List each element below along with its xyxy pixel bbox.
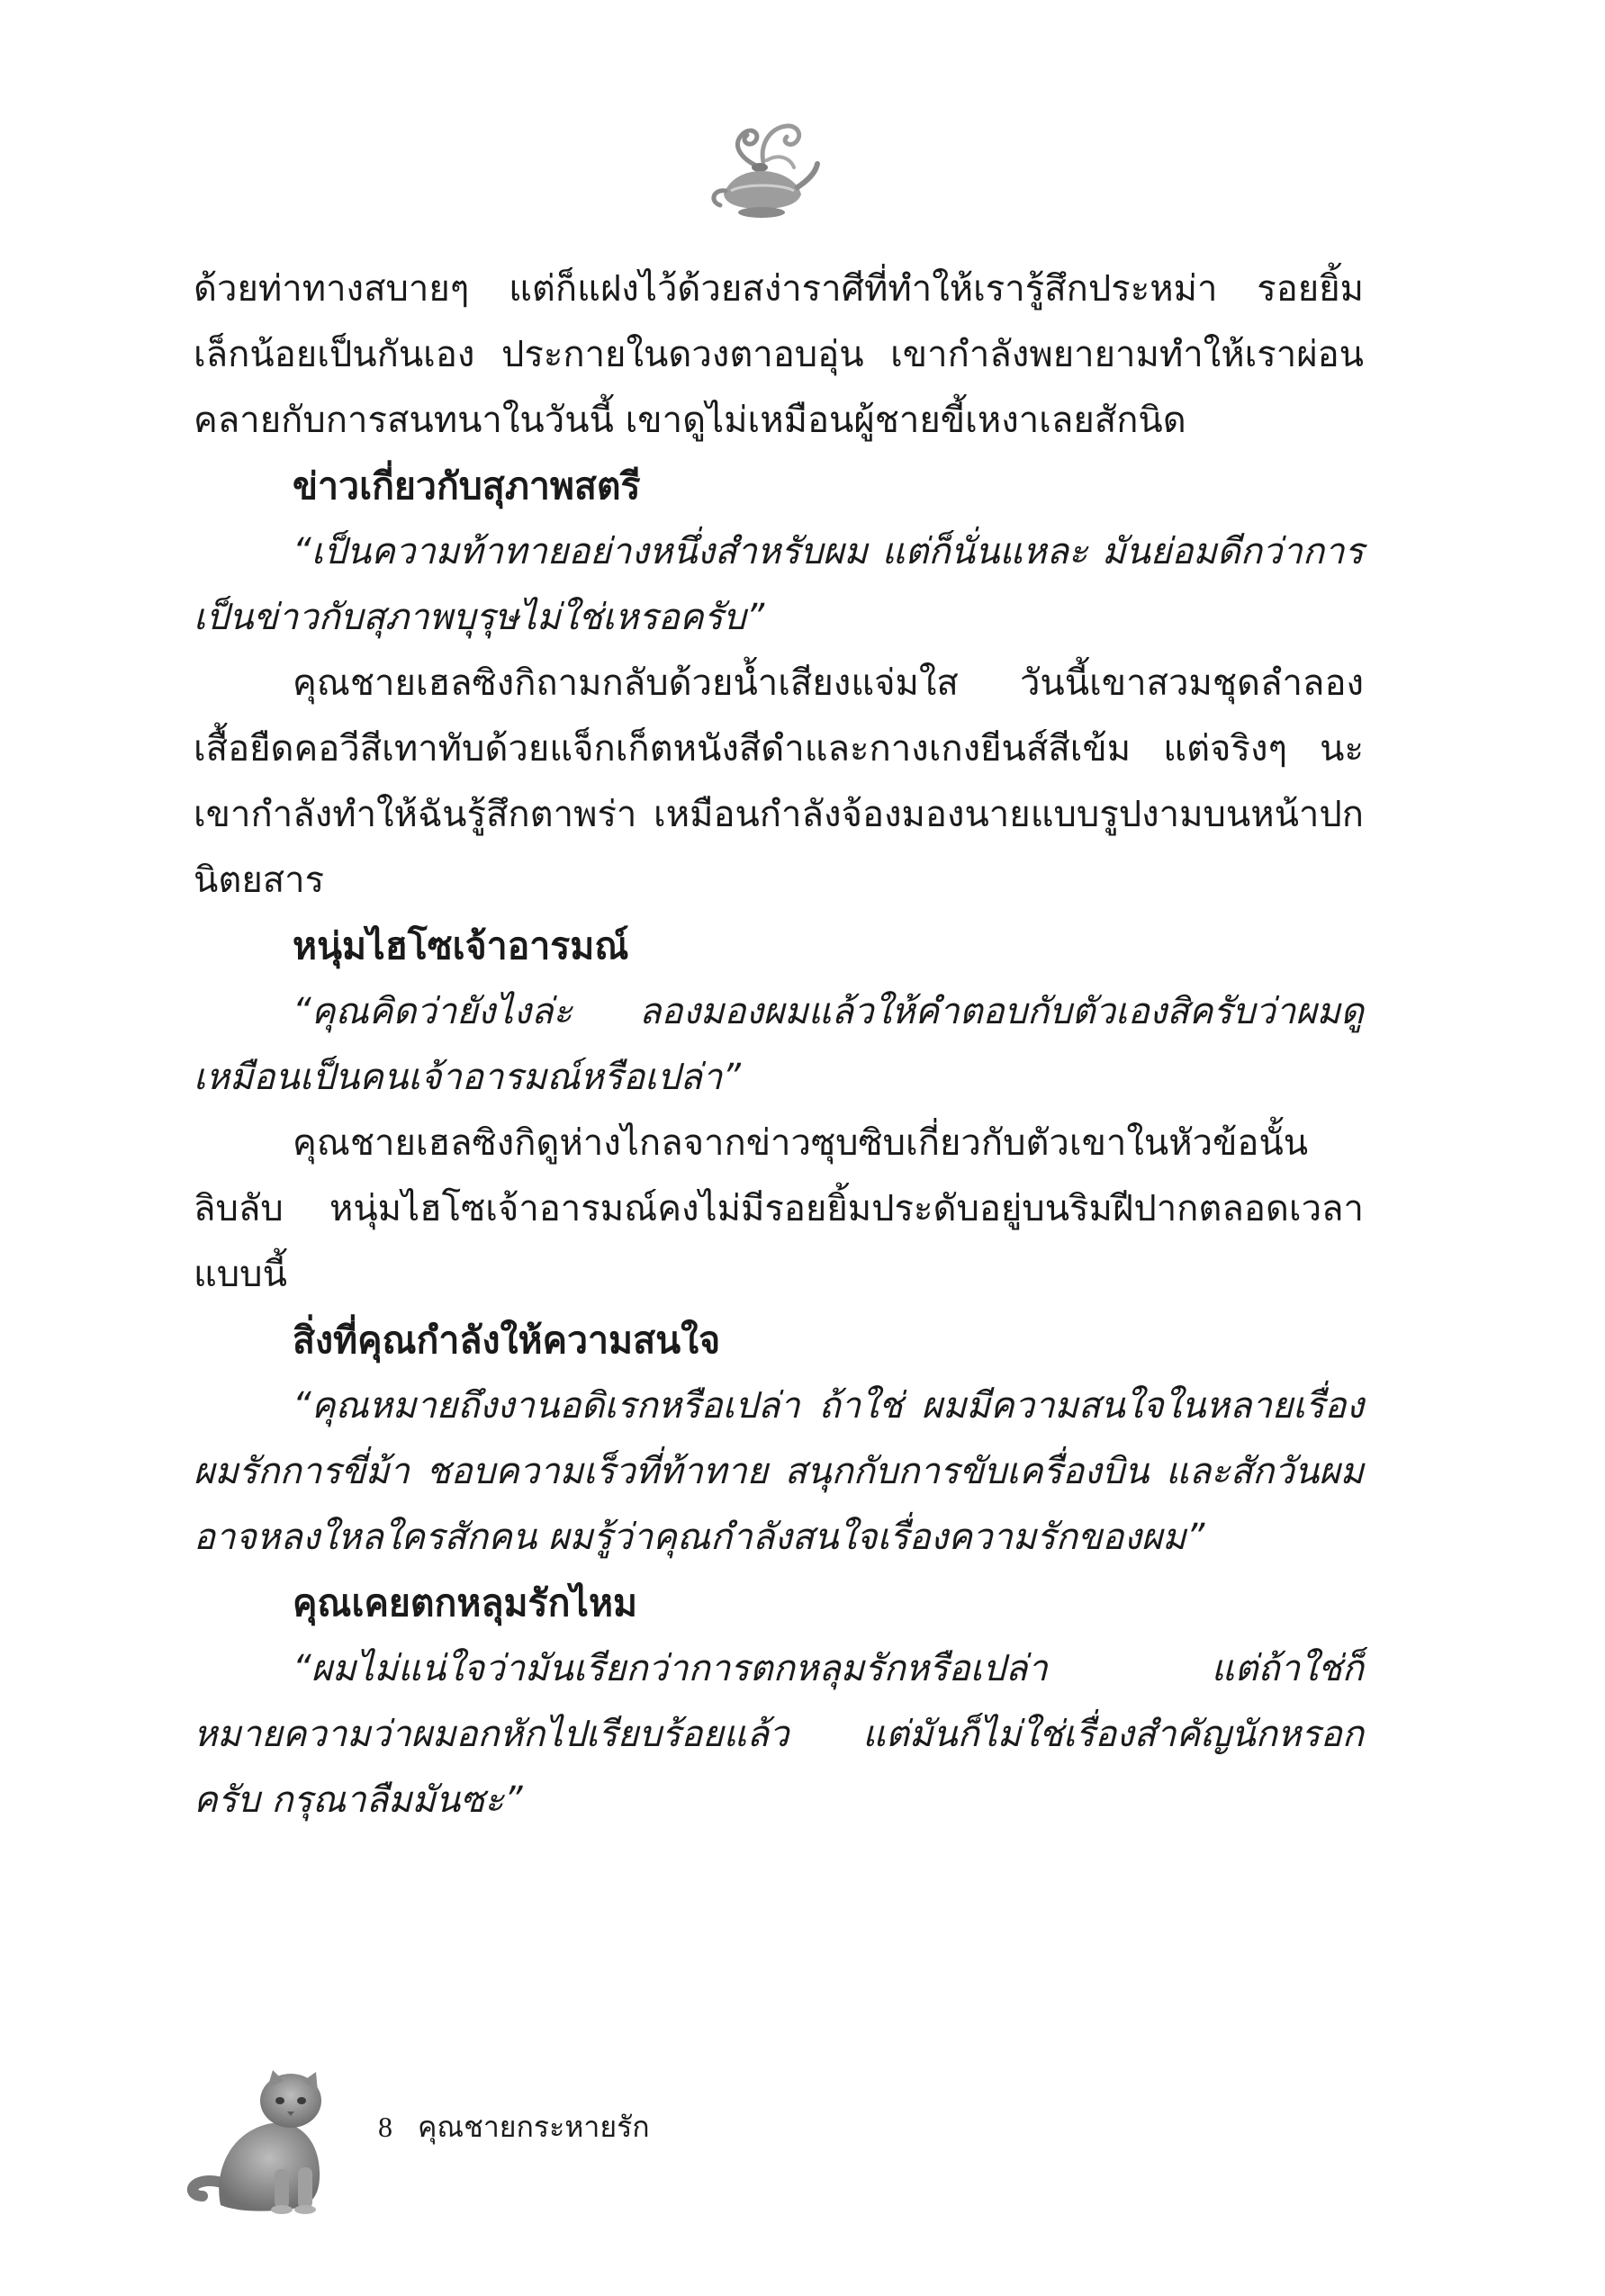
section-heading: สิ่งที่คุณกำลังให้ความสนใจ [293, 1319, 721, 1362]
quote-paragraph: “เป็นความท้าทายอย่างหนึ่งสำหรับผม แต่ก็นั่นแหละ มันย่อมดีกว่าการเป็นข่าวกับสุภาพบุรุษไม่ใช่เหรอครับ” [194, 531, 1364, 638]
page-body [194, 257, 1364, 1833]
section-heading: ข่าวเกี่ยวกับสุภาพสตรี [293, 464, 641, 508]
book-title: คุณชายกระหายรัก [418, 2109, 650, 2144]
quote-paragraph: “คุณคิดว่ายังไงล่ะ ลองมองผมแล้วให้คำตอบกับตัวเองสิครับว่าผมดูเหมือนเป็นคนเจ้าอารมณ์หรือเปล่า” [194, 991, 1364, 1098]
section-heading: หนุ่มไฮโซเจ้าอารมณ์ [293, 924, 629, 968]
cat-icon [185, 2061, 365, 2219]
section-heading: คุณเคยตกหลุมรักไหม [293, 1581, 638, 1625]
genie-lamp-icon [704, 108, 821, 234]
body-paragraph: คุณชายเฮลซิงกิดูห่างไกลจากข่าวซุบซิบเกี่ยวกับตัวเขาในหัวข้อนั้นลิบลับ หนุ่มไฮโซเจ้าอารมณ์คงไม่มีรอยยิ้มประดับอยู่บนริมฝีปากตลอดเวลาแบบนี้ [194, 1122, 1364, 1295]
quote-paragraph: “คุณหมายถึงงานอดิเรกหรือเปล่า ถ้าใช่ ผมมีความสนใจในหลายเรื่อง ผมรักการขี่ม้า ชอบความเร็วที่ท้าทาย สนุกกับการขับเครื่องบิน และสักวันผมอาจหลงใหลใครสักคน ผมรู้ว่าคุณกำลังสนใจเรื่องความรักของผม” [194, 1385, 1364, 1558]
page-footer [378, 2104, 650, 2149]
quote-paragraph: “ผมไม่แน่ใจว่ามันเรียกว่าการตกหลุมรักหรือเปล่า แต่ถ้าใช่ก็หมายความว่าผมอกหักไปเรียบร้อยแล้ว แต่มันก็ไม่ใช่เรื่องสำคัญนักหรอกครับ กรุณาลืมมันซะ” [194, 1648, 1364, 1821]
body-paragraph: ด้วยท่าทางสบายๆ แต่ก็แฝงไว้ด้วยสง่าราศีที่ทำให้เรารู้สึกประหม่า รอยยิ้มเล็กน้อยเป็นกันเอง ประกายในดวงตาอบอุ่น เขากำลังพยายามทำให้เราผ่อนคลายกับการสนทนาในวันนี้ เขาดูไม่เหมือนผู้ชายขี้เหงาเลยสักนิด [194, 268, 1364, 441]
body-paragraph: คุณชายเฮลซิงกิถามกลับด้วยน้ำเสียงแจ่มใส วันนี้เขาสวมชุดลำลอง เสื้อยืดคอวีสีเทาทับด้วยแจ็กเก็ตหนังสีดำและกางเกงยีนส์สีเข้ม แต่จริงๆ นะ เขากำลังทำให้ฉันรู้สึกตาพร่า เหมือนกำลังจ้องมองนายแบบรูปงามบนหน้าปกนิตยสาร [194, 662, 1364, 901]
page-number: 8 [378, 2110, 392, 2143]
